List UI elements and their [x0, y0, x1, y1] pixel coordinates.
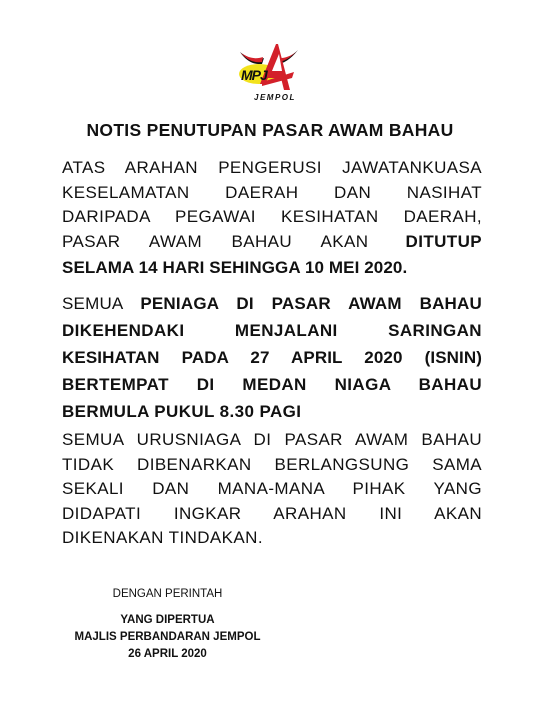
by-order-text: DENGAN PERINTAH: [112, 588, 223, 600]
notice-date: 26 APRIL 2020: [128, 648, 207, 660]
paragraph-instruction: [62, 156, 482, 281]
paragraph2-bold-line: BERTEMPAT DI MEDAN NIAGA BAHAU: [62, 375, 482, 394]
paragraph2-lead: SEMUA: [62, 294, 123, 313]
paragraph1-line: ATAS ARAHAN PENGERUSI JAWATANKUASA: [62, 158, 482, 177]
paragraph2-bold-line: PENIAGA DI PASAR AWAM BAHAU: [140, 294, 482, 313]
signatory-position: YANG DIPERTUA: [120, 614, 215, 626]
paragraph-prohibition: [62, 428, 482, 551]
paragraph1-line-with-closure: [62, 230, 482, 255]
signatory-office: MAJLIS PERBANDARAN JEMPOL: [74, 631, 261, 643]
logo-caption: JEMPOL: [254, 93, 296, 102]
paragraph2-bold-line: BERMULA PUKUL 8.30 PAGI: [62, 402, 302, 421]
paragraph2-bold-line: KESIHATAN PADA 27 APRIL 2020 (ISNIN): [62, 348, 482, 367]
signature-block: [60, 612, 275, 663]
paragraph2-first-line: [62, 290, 482, 317]
paragraph3-line: DIDAPATI INGKAR ARAHAN INI AKAN: [62, 503, 482, 523]
closure-keyword: DITUTUP: [405, 231, 482, 251]
paragraph1-line: DARIPADA PEGAWAI KESIHATAN DAERAH,: [62, 207, 482, 226]
paragraph1-line: PASAR AWAM BAHAU AKAN: [62, 231, 369, 251]
emblem-letters: MPJ: [241, 67, 267, 83]
paragraph3-line: SEKALI DAN MANA-MANA PIHAK YANG: [62, 479, 482, 498]
council-logo: [232, 38, 304, 110]
closure-duration: SELAMA 14 HARI SEHINGGA 10 MEI 2020.: [62, 258, 408, 277]
paragraph-screening: [62, 290, 482, 425]
paragraph3-line: DIKENAKAN TINDAKAN.: [62, 528, 263, 547]
paragraph1-line: KESELAMATAN DAERAH DAN NASIHAT: [62, 182, 482, 202]
signature-by-order: [60, 586, 275, 603]
paragraph3-line: SEMUA URUSNIAGA DI PASAR AWAM BAHAU: [62, 430, 482, 449]
notice-title: NOTIS PENUTUPAN PASAR AWAM BAHAU: [86, 120, 454, 140]
paragraph3-line: TIDAK DIBENARKAN BERLANGSUNG SAMA: [62, 454, 482, 474]
paragraph2-bold-line: DIKEHENDAKI MENJALANI SARINGAN: [62, 321, 482, 340]
